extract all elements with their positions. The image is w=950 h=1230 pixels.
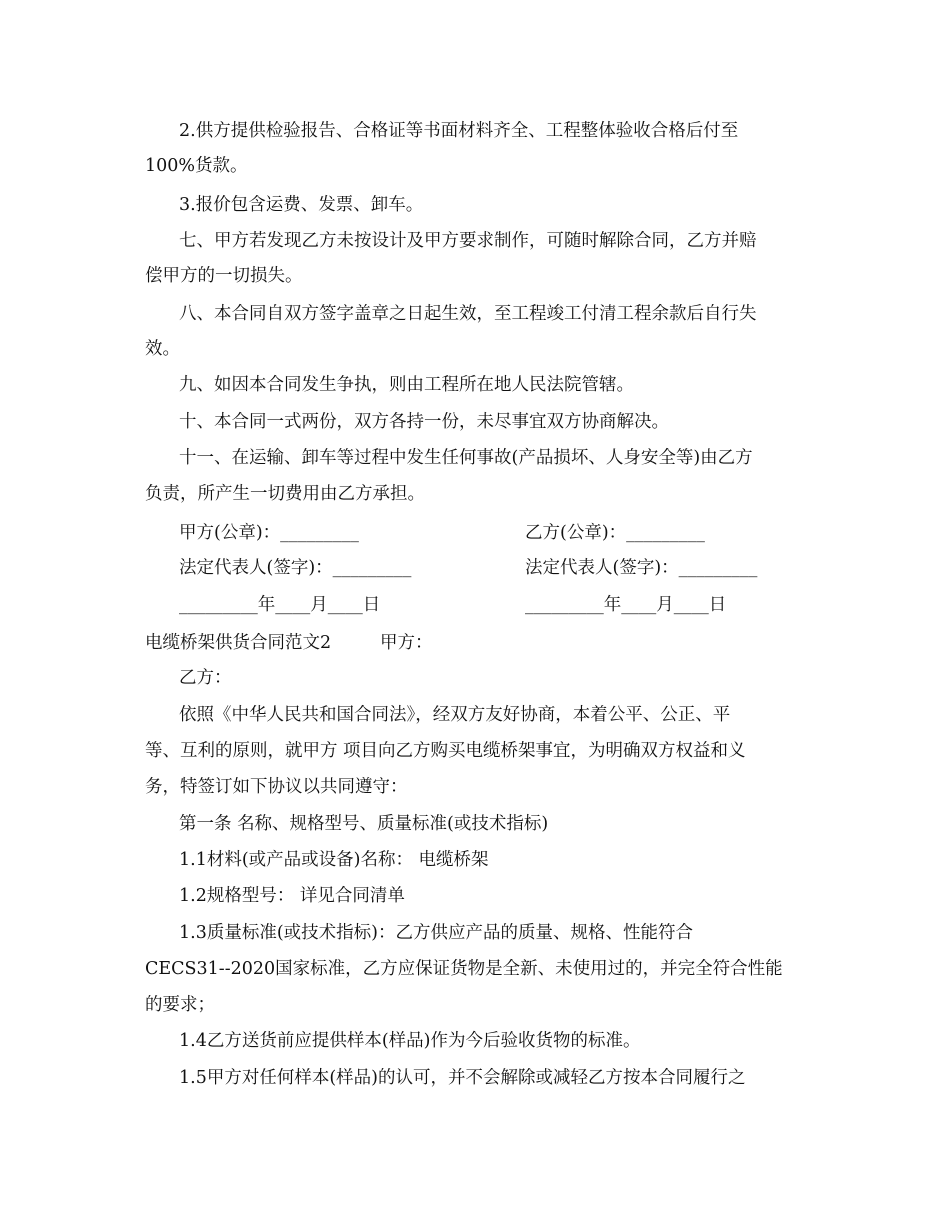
clause-payment-3: 3.报价包含运费、发票、卸车。 [179,195,424,215]
clause-9: 九、如因本合同发生争执，则由工程所在地人民法院管辖。 [179,375,634,395]
section-title: 电缆桥架供货合同范文2 [145,633,332,653]
party-a-label: 甲方： [380,633,433,653]
preamble-line-3: 务，特签订如下协议以共同遵守： [145,777,408,797]
party-a-seal-field: 甲方(公章)：_________ [179,523,359,543]
preamble-line-2: 等、互利的原则，就甲方 项目向乙方购买电缆桥架事宜，为明确双方权益和义 [145,741,746,761]
party-b-date-field: _________年____月____日 [525,595,727,615]
preamble-line-1: 依照《中华人民共和国合同法》，经双方友好协商，本着公平、公正、平 [179,705,731,725]
party-b-label: 乙方： [179,668,232,688]
party-a-rep-field: 法定代表人(签字)：_________ [179,558,412,578]
party-b-seal-field: 乙方(公章)：_________ [525,523,705,543]
item-1-3: 1.3质量标准(或技术指标)：乙方供应产品的质量、规格、性能符合 [179,923,693,943]
article-1-heading: 第一条 名称、规格型号、质量标准(或技术指标) [179,814,549,834]
clause-8-cont: 效。 [145,339,180,359]
party-b-rep-field: 法定代表人(签字)：_________ [525,558,758,578]
clause-payment-2: 2.供方提供检验报告、合格证等书面材料齐全、工程整体验收合格后付至 [179,121,739,141]
item-1-1: 1.1材料(或产品或设备)名称： 电缆桥架 [179,850,489,870]
clause-11-cont: 负责，所产生一切费用由乙方承担。 [145,484,425,504]
clause-7-cont: 偿甲方的一切损失。 [145,266,303,286]
item-1-5: 1.5甲方对任何样本(样品)的认可，并不会解除或减轻乙方按本合同履行之 [179,1068,746,1088]
clause-7: 七、甲方若发现乙方未按设计及甲方要求制作，可随时解除合同，乙方并赔 [179,231,757,251]
item-1-4: 1.4乙方送货前应提供样本(样品)作为今后验收货物的标准。 [179,1031,641,1051]
clause-10: 十、本合同一式两份，双方各持一份，未尽事宜双方协商解决。 [179,412,669,432]
clause-11: 十一、在运输、卸车等过程中发生任何事故(产品损坏、人身安全等)由乙方 [179,448,753,468]
item-1-2: 1.2规格型号： 详见合同清单 [179,886,405,906]
party-a-date-field: _________年____月____日 [179,595,381,615]
clause-8: 八、本合同自双方签字盖章之日起生效，至工程竣工付清工程余款后自行失 [179,304,757,324]
clause-payment-2-cont: 100%货款。 [145,156,248,176]
item-1-3-cont-2: 的要求； [145,995,215,1015]
item-1-3-cont: CECS31--2020国家标准，乙方应保证货物是全新、未使用过的，并完全符合性能 [145,959,783,979]
